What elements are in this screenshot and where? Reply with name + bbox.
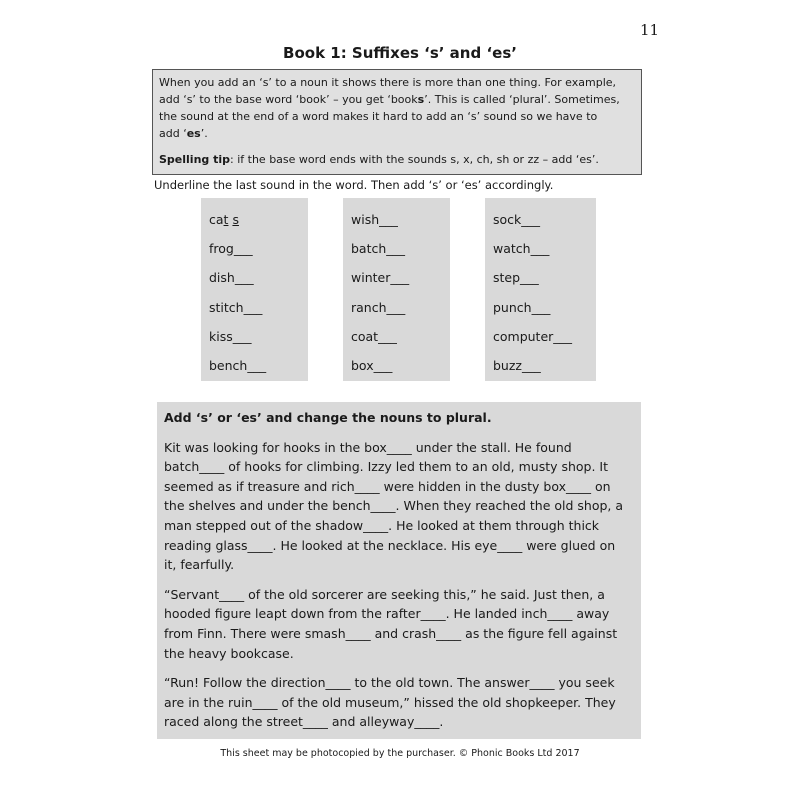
intro-line: add ‘ bbox=[159, 127, 187, 140]
passage-line: from Finn. There were smash____ and crash____ as the figure fell against bbox=[164, 625, 618, 641]
word-item: buzz___ bbox=[493, 357, 541, 373]
underlined-sound: t bbox=[223, 212, 229, 227]
word-column-1 bbox=[201, 198, 308, 381]
example-answer: s bbox=[232, 212, 239, 227]
passage-line: “Run! Follow the direction____ to the old town. The answer____ you seek bbox=[164, 675, 615, 691]
passage-paragraph-1 bbox=[164, 438, 635, 575]
word-item: batch___ bbox=[351, 241, 406, 257]
passage-heading: Add ‘s’ or ‘es’ and change the nouns to plural. bbox=[164, 410, 492, 425]
word-item: coat___ bbox=[351, 328, 397, 344]
passage-line: the shelves and under the bench____. When they reached the old shop, a bbox=[164, 498, 624, 514]
footer-copyright: This sheet may be photocopied by the purchaser. © Phonic Books Ltd 2017 bbox=[220, 748, 580, 759]
page-title: Book 1: Suffixes ‘s’ and ‘es’ bbox=[283, 44, 517, 62]
passage-line: Kit was looking for hooks in the box____ under the stall. He found bbox=[164, 439, 572, 455]
intro-box bbox=[152, 69, 642, 175]
passage-line: reading glass____. He looked at the necklace. His eye____ were glued on bbox=[164, 537, 616, 553]
word-item: ranch___ bbox=[351, 299, 406, 315]
passage-line: man stepped out of the shadow____. He looked at them through thick bbox=[164, 517, 600, 533]
spelling-tip-label: Spelling tip bbox=[159, 153, 231, 166]
passage-line: batch____ of hooks for climbing. Izzy led them to an old, musty shop. It bbox=[164, 459, 609, 475]
intro-line: the sound at the end of a word makes it hard to add an ‘s’ sound so we have to bbox=[159, 110, 598, 123]
word-item: watch___ bbox=[493, 241, 550, 257]
word-item: step___ bbox=[493, 270, 539, 286]
word-item: sock___ bbox=[493, 212, 541, 227]
page-number: 11 bbox=[640, 21, 660, 39]
intro-line: ’. This is called ‘plural’. Sometimes, bbox=[424, 93, 620, 106]
spelling-tip-text: : if the base word ends with the sounds s, x, ch, sh or zz – add ‘es’. bbox=[230, 153, 599, 166]
intro-text bbox=[159, 74, 635, 142]
word-column-2 bbox=[343, 198, 450, 381]
word-item: punch___ bbox=[493, 299, 551, 315]
intro-line: When you add an ‘s’ to a noun it shows there is more than one thing. For example, bbox=[159, 76, 617, 89]
word-item: wish___ bbox=[351, 212, 398, 227]
passage-paragraph-3 bbox=[164, 673, 635, 732]
word-item: box___ bbox=[351, 357, 393, 373]
word-column-3 bbox=[485, 198, 596, 381]
passage-line: hooded figure leapt down from the rafter____. He landed inch____ away bbox=[164, 606, 610, 622]
word-item: stitch___ bbox=[209, 299, 263, 315]
word-item: kiss___ bbox=[209, 328, 252, 344]
intro-emphasis: s bbox=[417, 93, 425, 106]
word-item: dish___ bbox=[209, 270, 254, 286]
passage-box bbox=[157, 402, 641, 739]
passage-line: it, fearfully. bbox=[164, 557, 235, 573]
word-item: winter___ bbox=[351, 270, 410, 286]
word-item: computer___ bbox=[493, 328, 573, 344]
instruction: Underline the last sound in the word. Then add ‘s’ or ‘es’ accordingly. bbox=[154, 178, 554, 192]
intro-line: ’. bbox=[200, 127, 208, 140]
intro-line: add ‘s’ to the base word ‘book’ – you get ‘book bbox=[159, 93, 418, 106]
passage-line: seemed as if treasure and rich____ were hidden in the dusty box____ on bbox=[164, 478, 611, 494]
passage-paragraph-2 bbox=[164, 585, 635, 663]
word-example bbox=[209, 210, 308, 239]
intro-emphasis: es bbox=[186, 127, 201, 140]
passage-line: raced along the street____ and alleyway____. bbox=[164, 714, 444, 730]
word-item: bench___ bbox=[209, 357, 267, 373]
passage-line: the heavy bookcase. bbox=[164, 645, 294, 661]
word-stem: ca bbox=[209, 212, 224, 227]
spelling-tip bbox=[159, 151, 635, 168]
passage-line: “Servant____ of the old sorcerer are seeking this,” he said. Just then, a bbox=[164, 586, 605, 602]
word-item: frog___ bbox=[209, 241, 253, 257]
passage-line: are in the ruin____ of the old museum,” hissed the old shopkeeper. They bbox=[164, 694, 616, 710]
